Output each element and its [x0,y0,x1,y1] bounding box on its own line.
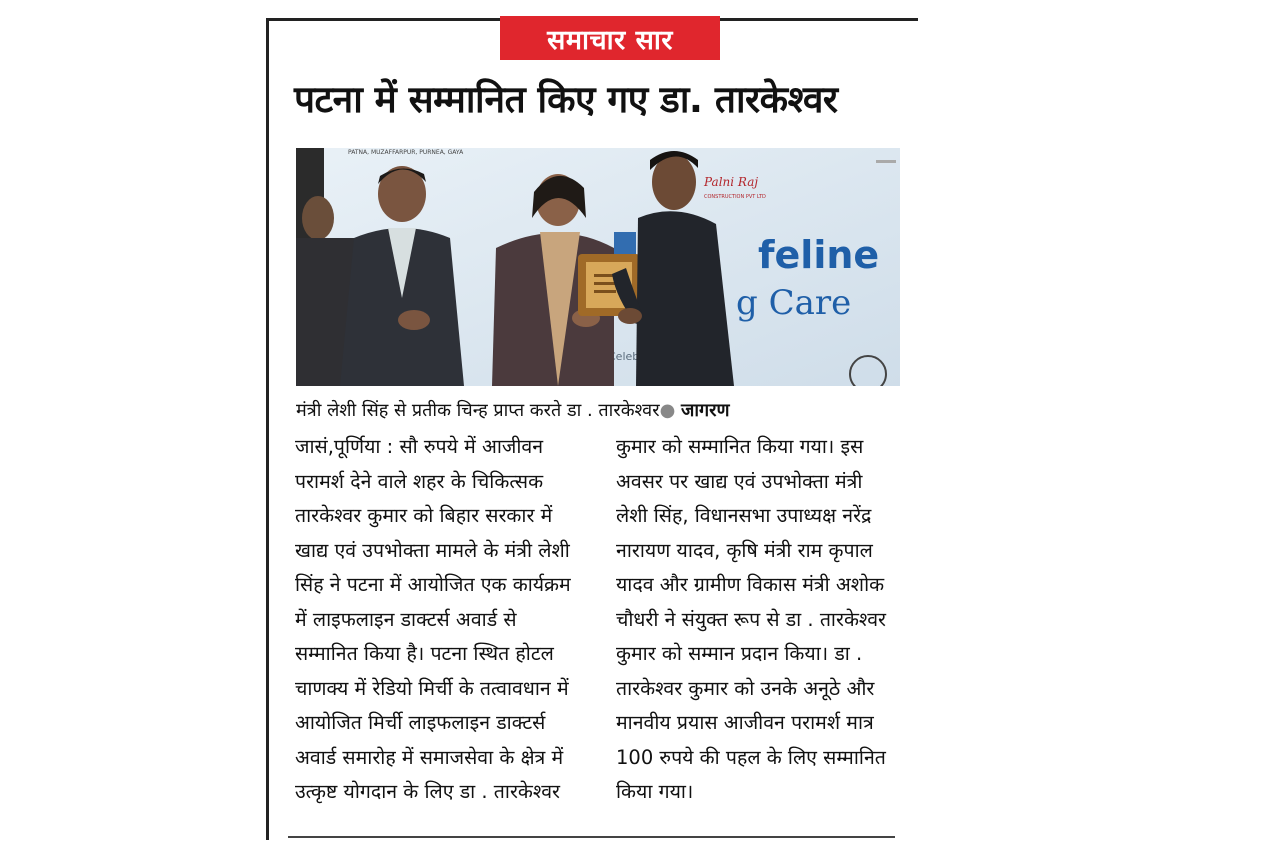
body-line: सिंह ने पटना में आयोजित एक कार्यक्रम [295,573,571,596]
body-line: तारकेश्वर कुमार को उनके अनूठे और [616,676,875,700]
body-line: नारायण यादव, कृषि मंत्री राम कृपाल [616,538,873,562]
photo-caption [296,398,900,422]
body-line: अवार्ड समारोह में समाजसेवा के क्षेत्र में [295,745,564,769]
caption-text: मंत्री लेशी सिंह से प्रतीक चिन्ह प्राप्त करते डा . तारकेश्वर [296,400,660,421]
body-line: अवसर पर खाद्य एवं उपभोक्ता मंत्री [616,469,863,493]
section-banner: समाचार सार [500,16,720,60]
sponsor-logo: Palni Raj [704,175,759,189]
backdrop-text-1: feline [758,233,880,277]
body-line: सम्मानित किया है। पटना स्थित होटल [295,642,554,665]
body-line: खाद्य एवं उपभोक्ता मामले के मंत्री लेशी [295,538,570,562]
body-line: चौधरी ने संयुक्त रूप से डा . तारकेश्वर [616,607,887,631]
body-line: मानवीय प्रयास आजीवन परामर्श मात्र [616,711,874,734]
body-line: चाणक्य में रेडियो मिर्ची के तत्वावधान में [295,676,569,700]
caption-source: जागरण [681,400,730,421]
body-line: कुमार को सम्मान प्रदान किया। डा . [616,642,863,665]
caption-dot: ● [659,400,676,421]
body-line: कुमार को सम्मानित किया गया। इस [616,435,864,458]
backdrop-text-3: Celebr [608,350,644,363]
article-column-right [616,430,906,810]
body-line: 100 रुपये की पहल के लिए सम्मानित [616,745,886,769]
body-line: उत्कृष्ट योगदान के लिए डा . तारकेश्वर [295,780,561,803]
article-column-left [295,430,595,810]
body-line: में लाइफलाइन डाक्टर्स अवार्ड से [295,607,517,631]
body-line: यादव और ग्रामीण विकास मंत्री अशोक [616,573,885,596]
body-line: जासं,पूर्णिया : सौ रुपये में आजीवन [295,435,544,458]
body-line: परामर्श देने वाले शहर के चिकित्सक [295,469,544,493]
award-photo [296,148,900,386]
backdrop-small-text: PATNA, MUZAFFARPUR, PURNEA, GAYA [348,149,464,156]
sponsor-sub: CONSTRUCTION PVT LTD [704,194,766,200]
body-line: आयोजित मिर्ची लाइफलाइन डाक्टर्स [295,711,546,734]
left-border-rule [266,18,269,840]
bottom-border-rule [288,836,895,838]
headline: पटना में सम्मानित किए गए डा. तारकेश्वर [294,78,838,121]
body-line: तारकेश्वर कुमार को बिहार सरकार में [295,504,553,527]
body-line: लेशी सिंह, विधानसभा उपाध्यक्ष नरेंद्र [616,504,872,527]
body-line: किया गया। [616,780,694,803]
backdrop-text-2: g Care [736,283,852,323]
